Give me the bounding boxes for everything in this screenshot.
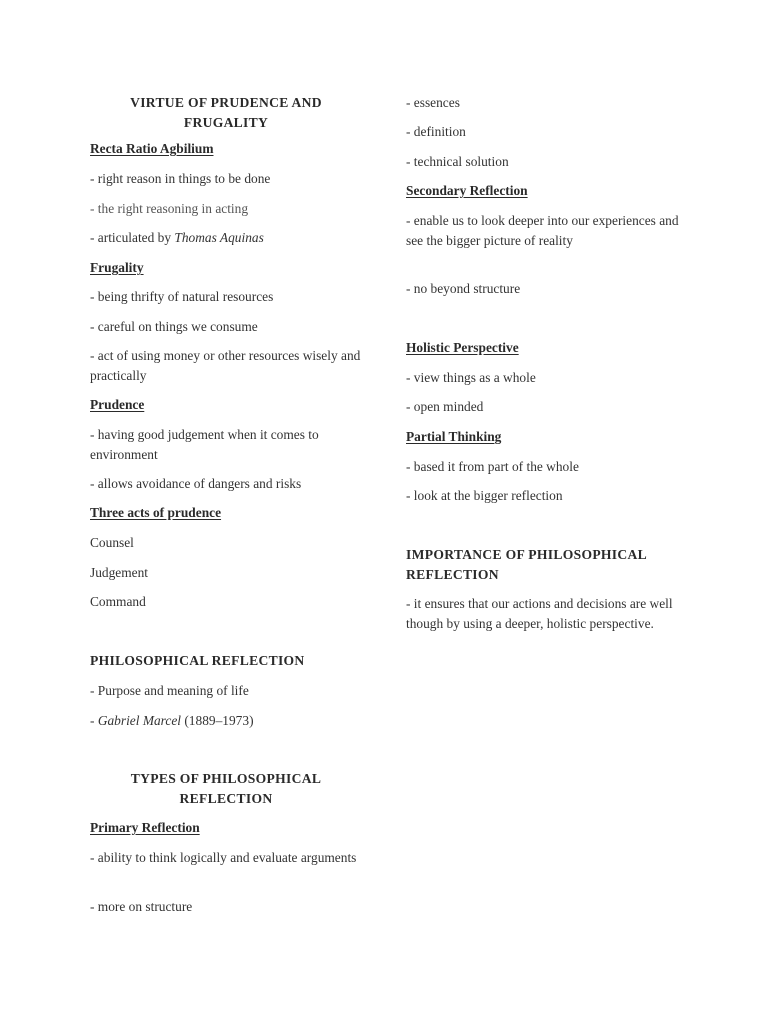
list-item: - definition xyxy=(406,124,466,139)
list-item: - right reason in things to be done xyxy=(90,171,271,186)
list-item: Command xyxy=(90,594,146,609)
list-item: - having good judgement when it comes to environment xyxy=(90,427,319,462)
list-item: - ability to think logically and evaluate arguments xyxy=(90,850,357,865)
list-item: - based it from part of the whole xyxy=(406,459,579,474)
list-item: - allows avoidance of dangers and risks xyxy=(90,476,302,491)
list-item: - open minded xyxy=(406,399,484,414)
heading-frugality: Frugality xyxy=(90,260,144,275)
heading-recta-ratio: Recta Ratio Agbilium xyxy=(90,141,214,156)
list-item: Counsel xyxy=(90,535,134,550)
list-item: - act of using money or other resources wisely and practically xyxy=(90,348,361,383)
heading-holistic-perspective: Holistic Perspective xyxy=(406,340,519,355)
heading-types-of-reflection: TYPES OF PHILOSOPHICAL REFLECTION xyxy=(130,771,322,806)
list-item xyxy=(90,711,362,731)
list-item: - look at the bigger reflection xyxy=(406,488,563,503)
author-years: (1889–1973) xyxy=(181,713,254,728)
document-title: VIRTUE OF PRUDENCE AND FRUGALITY xyxy=(130,95,322,130)
articulated-prefix: - articulated by xyxy=(90,230,175,245)
heading-philosophical-reflection: PHILOSOPHICAL REFLECTION xyxy=(90,653,305,668)
list-item: - essences xyxy=(406,95,460,110)
heading-secondary-reflection: Secondary Reflection xyxy=(406,183,528,198)
list-item: - the right reasoning in acting xyxy=(90,201,249,216)
list-item xyxy=(90,228,362,248)
list-item: - more on structure xyxy=(90,899,193,914)
list-item: - it ensures that our actions and decisions are well though by using a deeper, holistic perspective. xyxy=(406,596,673,631)
heading-importance: IMPORTANCE OF PHILOSOPHICAL REFLECTION xyxy=(406,547,647,582)
author-name: Gabriel Marcel xyxy=(97,713,181,728)
heading-prudence: Prudence xyxy=(90,397,145,412)
list-item: - view things as a whole xyxy=(406,370,536,385)
author-name: Thomas Aquinas xyxy=(174,230,264,245)
list-item: - enable us to look deeper into our experiences and see the bigger picture of reality xyxy=(406,213,679,248)
list-item: - careful on things we consume xyxy=(90,319,258,334)
list-item: - being thrifty of natural resources xyxy=(90,289,274,304)
heading-partial-thinking: Partial Thinking xyxy=(406,429,502,444)
list-item: - technical solution xyxy=(406,154,509,169)
list-item: Judgement xyxy=(90,565,149,580)
list-item: - Purpose and meaning of life xyxy=(90,683,249,698)
heading-primary-reflection: Primary Reflection xyxy=(90,820,200,835)
heading-three-acts: Three acts of prudence xyxy=(90,505,222,520)
marcel-prefix: - xyxy=(90,713,98,728)
list-item: - no beyond structure xyxy=(406,281,521,296)
